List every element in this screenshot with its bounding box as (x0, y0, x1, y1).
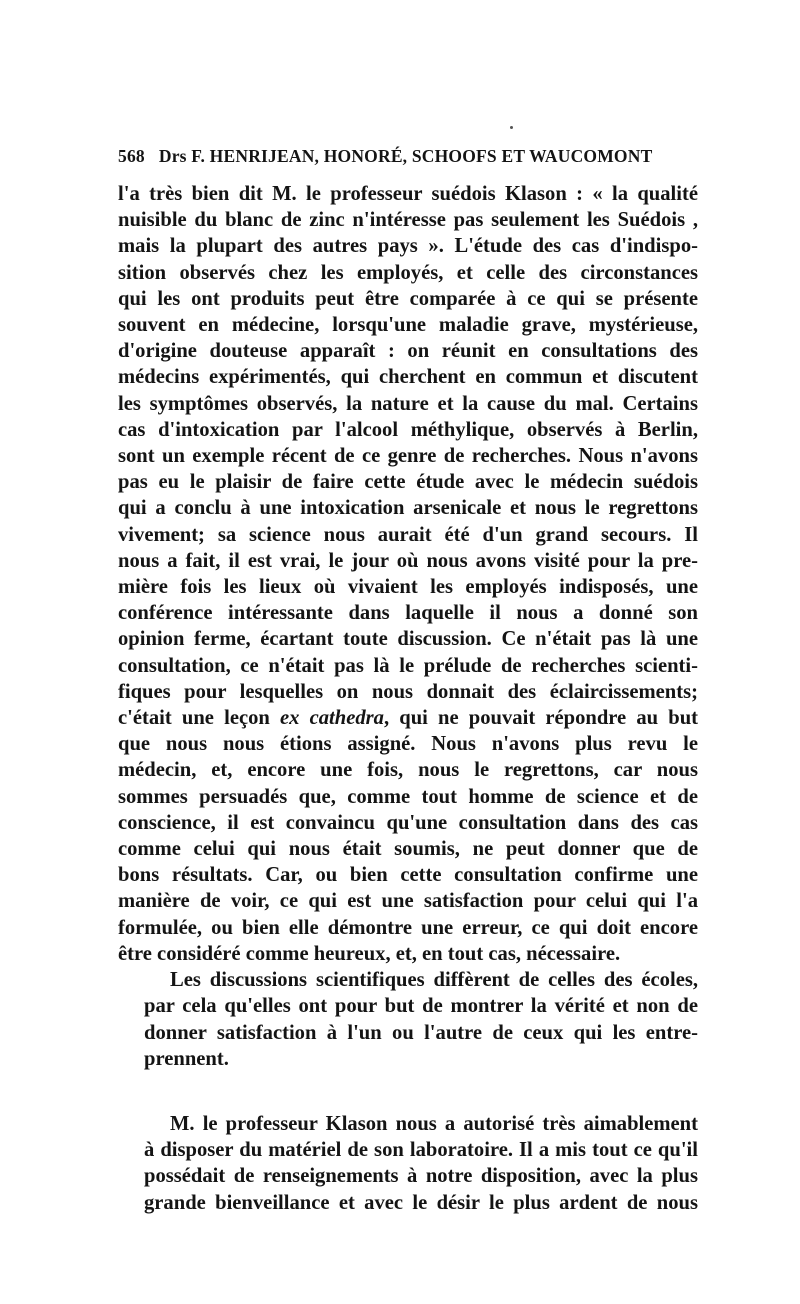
text-line: qui les ont produits peut être comparée à ce qui se présente (118, 287, 698, 310)
text-line: possédait de renseignements à notre disposition, avec la plus (144, 1165, 698, 1188)
text-line: bons résultats. Car, ou bien cette consultation confirme une (118, 864, 698, 887)
text-line: opinion ferme, écartant toute discussion. Ce n'était pas là une (118, 628, 698, 651)
text-line: cas d'intoxication par l'alcool méthylique, observés à Berlin, (118, 418, 698, 441)
running-title: Drs F. HENRIJEAN, HONORÉ, SCHOOFS ET WAUCOMONT (158, 146, 653, 166)
text-line: pas eu le plaisir de faire cette étude avec le médecin suédois (118, 471, 698, 494)
text-line: mais la plupart des autres pays ». L'étude des cas d'indispo- (118, 235, 698, 258)
text-line: les symptômes observés, la nature et la cause du mal. Certains (118, 392, 698, 415)
text-line: grande bienveillance et avec le désir le plus ardent de nous (144, 1191, 698, 1214)
text-line: sont un exemple récent de ce genre de recherches. Nous n'avons (118, 445, 698, 468)
text-line: par cela qu'elles ont pour but de montrer la vérité et non de (144, 995, 698, 1018)
paragraph-2 (118, 967, 698, 1072)
text-line: formulée, ou bien elle démontre une erreur, ce qui doit encore (118, 916, 698, 939)
text-line: à disposer du matériel de son laboratoire. Il a mis tout ce qu'il (144, 1139, 698, 1162)
text-line: donner satisfaction à l'un ou l'autre de ceux qui les entre- (144, 1021, 698, 1044)
text-line: qui a conclu à une intoxication arsenicale et nous le regrettons (118, 497, 698, 520)
text-line: manière de voir, ce qui est une satisfaction pour celui qui l'a (118, 890, 698, 913)
paragraph-3 (118, 1111, 698, 1216)
text-line: fiques pour lesquelles on nous donnait des éclaircissements; (118, 680, 698, 703)
text-line: que nous nous étions assigné. Nous n'avons plus revu le (118, 733, 698, 756)
text-line: d'origine douteuse apparaît : on réunit en consultations des (118, 340, 698, 363)
text-line: conférence intéressante dans laquelle il nous a donné son (118, 602, 698, 625)
text-line: prennent. (144, 1047, 229, 1070)
body-text (118, 181, 698, 1216)
text-line: mière fois les lieux où vivaient les employés indisposés, une (118, 576, 698, 599)
text-line: conscience, il est convaincu qu'une consultation dans des cas (118, 811, 698, 834)
running-head (118, 146, 698, 172)
text-line: être considéré comme heureux, et, en tout cas, nécessaire. (118, 942, 621, 965)
text-line: sommes persuadés que, comme tout homme de science et de (118, 785, 698, 808)
text-line: Les discussions scientifiques diffèrent de celles des écoles, (170, 969, 698, 992)
text-line: médecin, et, encore une fois, nous le regrettons, car nous (118, 759, 698, 782)
page-number: 568 (118, 146, 145, 166)
print-speck (510, 126, 513, 129)
text-line: sition observés chez les employés, et celle des circonstances (118, 261, 698, 284)
italic-phrase: ex cathedra (280, 707, 384, 730)
paragraph-1 (118, 181, 698, 967)
text-line: vivement; sa science nous aurait été d'un grand secours. Il (118, 523, 698, 546)
text-line: nuisible du blanc de zinc n'intéresse pas seulement les Suédois , (118, 209, 698, 232)
text-line: c'était une leçon ex cathedra, qui ne pouvait répondre au but (118, 707, 699, 730)
text-line: médecins expérimentés, qui cherchent en commun et discutent (118, 366, 698, 389)
text-line: consultation, ce n'était pas là le prélude de recherches scienti- (118, 654, 698, 677)
text-line: M. le professeur Klason nous a autorisé très aimablement (170, 1112, 698, 1135)
text-line: nous a fait, il est vrai, le jour où nous avons visité pour la pre- (118, 549, 698, 572)
text-line: souvent en médecine, lorsqu'une maladie grave, mystérieuse, (118, 314, 698, 337)
text-line: l'a très bien dit M. le professeur suédois Klason : « la qualité (118, 183, 698, 205)
text-line: comme celui qui nous était soumis, ne peut donner que de (118, 838, 698, 861)
